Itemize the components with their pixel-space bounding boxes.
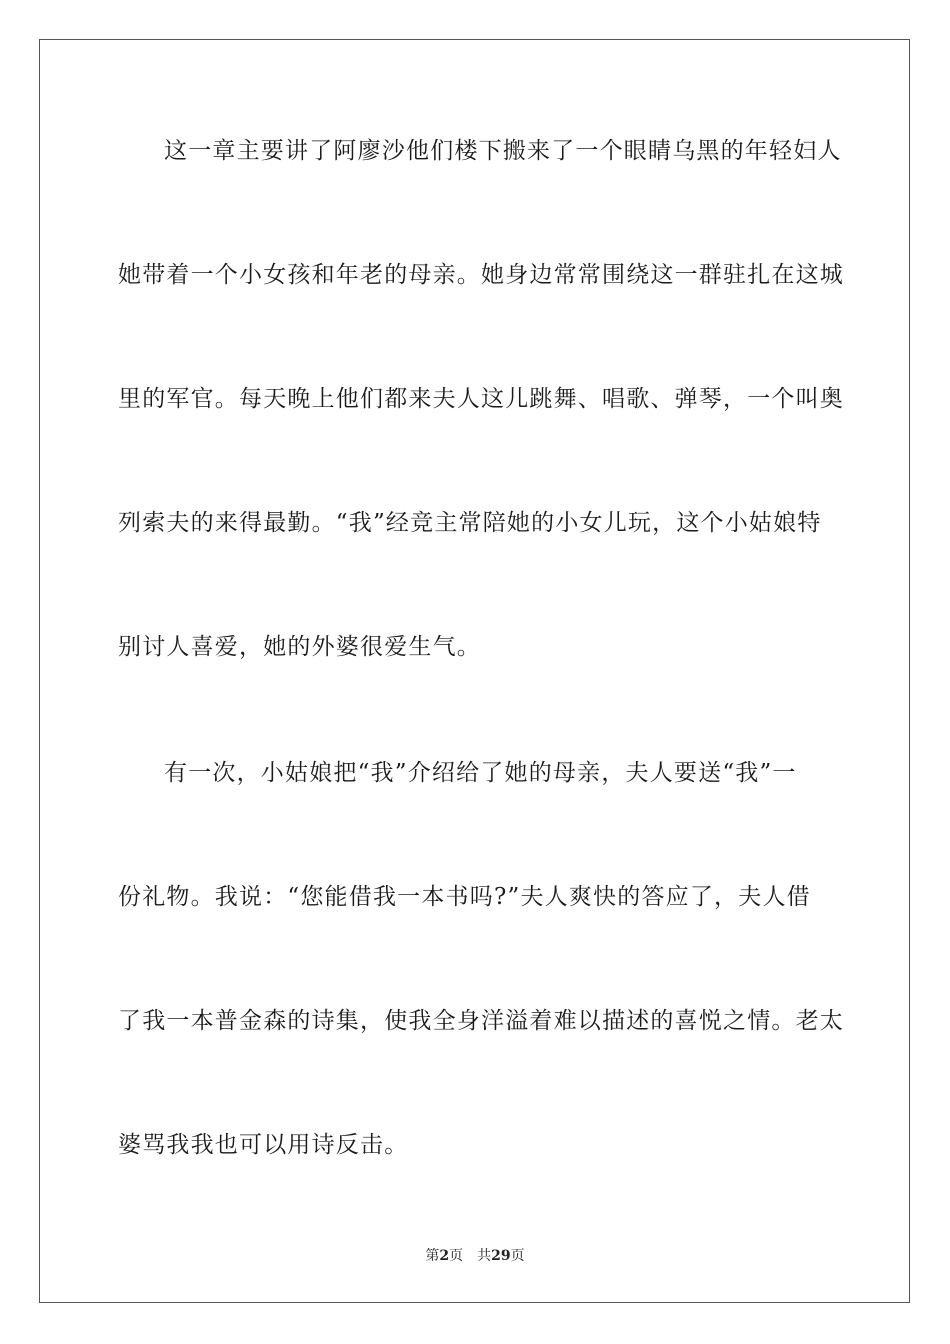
paragraph-1-line-3: 里的军官。每天晚上他们都来夫人这儿跳舞、唱歌、弹琴，一个叫奥 [118,386,844,412]
page-footer [0,1246,950,1266]
paragraph-2-line-3: 了我一本普金森的诗集，使我全身洋溢着难以描述的喜悦之情。老太 [118,1008,844,1034]
page-border [39,39,910,1303]
footer-page-number: 2 [439,1248,450,1264]
paragraph-1-line-2: 她带着一个小女孩和年老的母亲。她身边常常围绕这一群驻扎在这城 [118,262,844,288]
paragraph-1-line-1: 这一章主要讲了阿廖沙他们楼下搬来了一个眼睛乌黑的年轻妇人 [164,138,842,164]
paragraph-2-line-4: 婆骂我我也可以用诗反击。 [118,1132,409,1158]
footer-total-prefix: 共 [477,1248,492,1264]
footer-total-pages: 29 [491,1248,511,1264]
footer-total-suffix: 页 [510,1248,525,1264]
paragraph-2-line-2: 份礼物。我说：“您能借我一本书吗?”夫人爽快的答应了，夫人借 [118,884,811,910]
paragraph-1-line-4: 列索夫的来得最勤。“我”经竞主常陪她的小女儿玩，这个小姑娘特 [118,510,822,536]
paragraph-2-line-1: 有一次，小姑娘把“我”介绍给了她的母亲，夫人要送“我”一 [164,760,797,786]
paragraph-1-line-5: 别讨人喜爱，她的外婆很爱生气。 [118,634,481,660]
footer-page-prefix: 第 [425,1248,440,1264]
footer-page-suffix: 页 [449,1248,464,1264]
